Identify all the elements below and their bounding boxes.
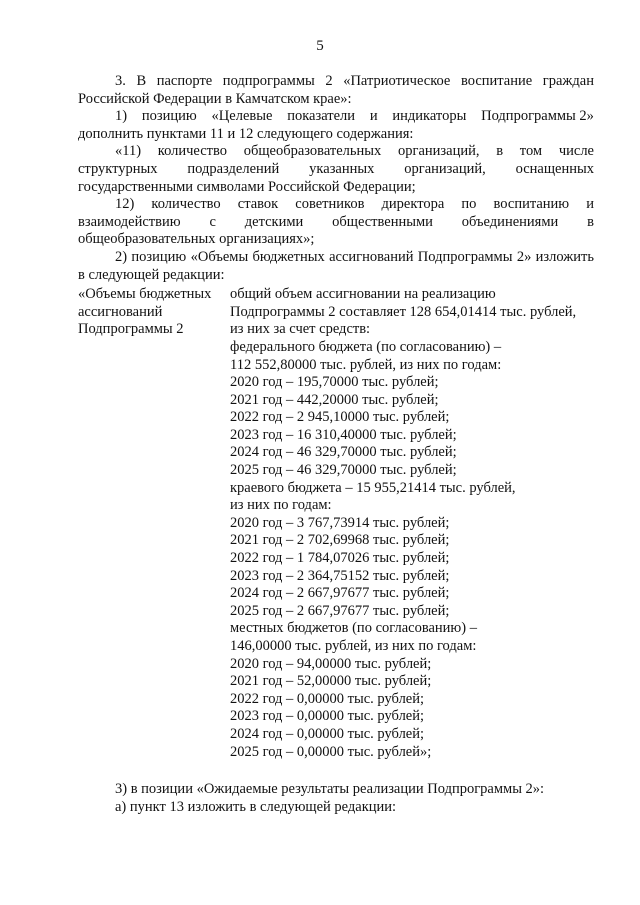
table-right-line: федерального бюджета (по согласованию) – (230, 338, 502, 355)
table-right-line: из них за счет средств: (230, 321, 371, 338)
table-right-line: 2023 год – 0,00000 тыс. рублей; (230, 708, 425, 725)
budget-table (78, 286, 594, 761)
table-left-line: «Объемы бюджетных (78, 286, 212, 303)
table-right-line: Подпрограммы 2 составляет 128 654,01414 тыс. рублей, (230, 303, 577, 320)
table-right-line: 2024 год – 0,00000 тыс. рублей; (230, 725, 425, 742)
document-body (78, 73, 594, 816)
table-right-line: 2022 год – 2 945,10000 тыс. рублей; (230, 409, 450, 426)
table-right-line: 2020 год – 195,70000 тыс. рублей; (230, 374, 439, 391)
table-right-column (230, 286, 594, 761)
item1-word: «Целевые (211, 108, 273, 125)
table-right-line: 2020 год – 3 767,73914 тыс. рублей; (230, 514, 450, 531)
table-right-line: краевого бюджета – 15 955,21414 тыс. рублей, (230, 479, 516, 496)
table-right-line: 2022 год – 0,00000 тыс. рублей; (230, 690, 425, 707)
item2: 2) позицию «Объемы бюджетных ассигнований Подпрограммы 2» изложить в следующей редакции: (78, 248, 594, 283)
item1-first-line (78, 108, 594, 126)
table-left-line: Подпрограммы 2 (78, 321, 184, 338)
table-right-line: 112 552,80000 тыс. рублей, из них по годам: (230, 356, 502, 373)
point-12: 12) количество ставок советников директора по воспитанию и взаимодействию с детскими общественными объединениями в общеобразовательных организациях»; (78, 196, 594, 248)
item3: 3) в позиции «Ожидаемые результаты реализации Подпрограммы 2»: (115, 781, 545, 798)
table-right-line: 2024 год – 46 329,70000 тыс. рублей; (230, 444, 457, 461)
item1-word: 1) (115, 108, 128, 125)
table-right-line: 2024 год – 2 667,97677 тыс. рублей; (230, 585, 450, 602)
item1-word: и (369, 108, 378, 125)
table-right-line: 2023 год – 2 364,75152 тыс. рублей; (230, 567, 450, 584)
table-right-line: 146,00000 тыс. рублей, из них по годам: (230, 638, 477, 654)
item3a: а) пункт 13 изложить в следующей редакции: (115, 798, 397, 815)
table-left-column (78, 286, 230, 761)
page-number: 5 (316, 38, 324, 54)
table-left-line: ассигнований (78, 303, 163, 320)
table-right-line: 2025 год – 46 329,70000 тыс. рублей; (230, 462, 457, 479)
table-right-line: из них по годам: (230, 497, 332, 514)
table-right-line: 2022 год – 1 784,07026 тыс. рублей; (230, 550, 450, 567)
item1-word: индикаторы (392, 108, 467, 125)
table-right-line: 2020 год – 94,00000 тыс. рублей; (230, 655, 432, 672)
section3-intro: 3. В паспорте подпрограммы 2 «Патриотическое воспитание граждан Российской Федерации в Камчатском крае»: (78, 73, 594, 107)
table-right-line: местных бюджетов (по согласованию) – (230, 620, 477, 637)
point-11: «11) количество общеобразовательных организаций, в том числе структурных подразделений указанных организаций, оснащенных государственными символами Российской Федерации; (78, 143, 594, 195)
table-right-line: 2025 год – 0,00000 тыс. рублей»; (230, 743, 432, 760)
table-right-line: 2023 год – 16 310,40000 тыс. рублей; (230, 426, 457, 443)
item1-word: показатели (287, 108, 356, 125)
item1-word: Подпрограммы 2» (481, 108, 594, 125)
table-right-line: 2021 год – 2 702,69968 тыс. рублей; (230, 532, 450, 549)
item1-rest: дополнить пунктами 11 и 12 следующего содержания: (78, 125, 414, 142)
table-right-line: 2025 год – 2 667,97677 тыс. рублей; (230, 602, 450, 619)
item1-word: позицию (141, 108, 197, 125)
table-right-line: общий объем ассигновании на реализацию (230, 286, 496, 303)
table-right-line: 2021 год – 52,00000 тыс. рублей; (230, 673, 432, 690)
table-right-line: 2021 год – 442,20000 тыс. рублей; (230, 391, 439, 408)
